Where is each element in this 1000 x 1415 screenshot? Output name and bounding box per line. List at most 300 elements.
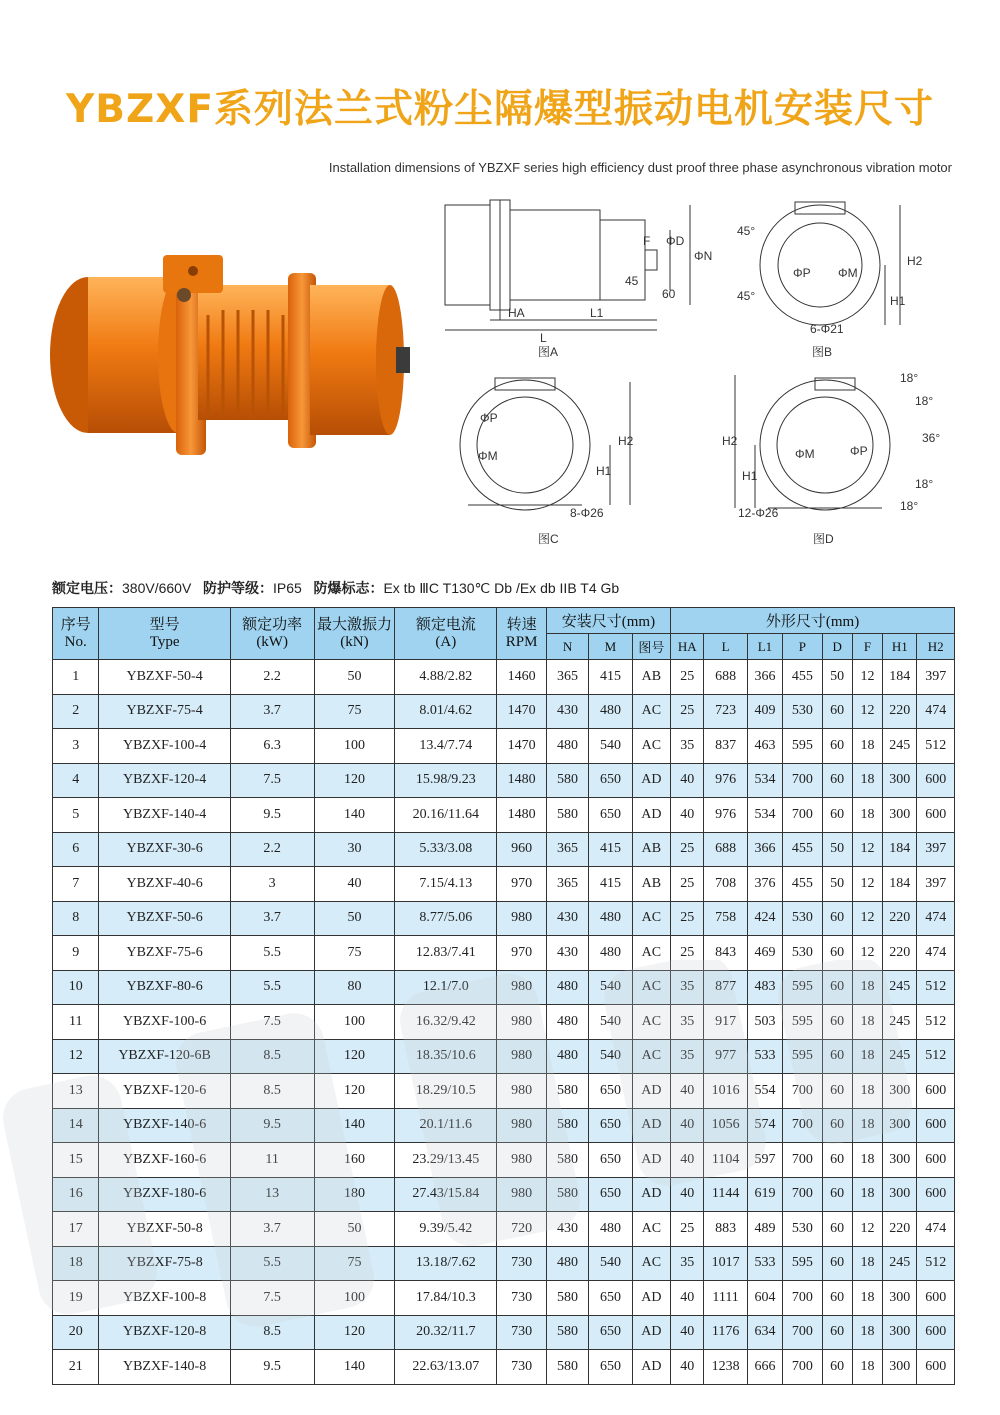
table-cell: 100 bbox=[314, 729, 395, 764]
table-cell: 480 bbox=[589, 901, 632, 936]
table-cell: AD bbox=[632, 763, 670, 798]
svg-text:36°: 36° bbox=[922, 431, 941, 445]
table-cell: 530 bbox=[783, 1212, 822, 1247]
table-cell: 960 bbox=[497, 832, 546, 867]
table-cell: 365 bbox=[546, 660, 588, 695]
table-row bbox=[53, 867, 955, 902]
header-no: 序号 No. bbox=[53, 608, 99, 660]
table-cell: 13 bbox=[230, 1177, 314, 1212]
table-row bbox=[53, 1350, 955, 1385]
table-cell: AC bbox=[632, 1005, 670, 1040]
table-cell: AC bbox=[632, 901, 670, 936]
table-cell: YBZXF-160-6 bbox=[99, 1143, 230, 1178]
table-cell: 600 bbox=[917, 1108, 955, 1143]
table-cell: 40 bbox=[671, 1350, 704, 1385]
table-cell: 597 bbox=[747, 1143, 782, 1178]
figure-a bbox=[445, 200, 712, 359]
table-cell: 730 bbox=[497, 1246, 546, 1281]
table-cell: 540 bbox=[589, 1039, 632, 1074]
table-cell: 25 bbox=[671, 694, 704, 729]
table-cell: 455 bbox=[783, 660, 822, 695]
table-cell: 480 bbox=[589, 1212, 632, 1247]
header-col-6: P bbox=[783, 634, 822, 660]
label-45: 45 bbox=[625, 274, 639, 288]
table-cell: 970 bbox=[497, 936, 546, 971]
table-cell: 50 bbox=[822, 660, 852, 695]
table-cell: 970 bbox=[497, 867, 546, 902]
table-cell: 700 bbox=[783, 1177, 822, 1212]
table-cell: YBZXF-50-8 bbox=[99, 1212, 230, 1247]
table-cell: 18 bbox=[852, 1281, 882, 1316]
header-col-7: D bbox=[822, 634, 852, 660]
table-cell: 720 bbox=[497, 1212, 546, 1247]
table-cell: 455 bbox=[783, 867, 822, 902]
table-row bbox=[53, 1281, 955, 1316]
figure-d bbox=[722, 371, 940, 546]
header-speed: 转速 RPM bbox=[497, 608, 546, 660]
table-row bbox=[53, 1315, 955, 1350]
label-f: F bbox=[643, 234, 651, 248]
table-cell: 4 bbox=[53, 763, 99, 798]
table-cell: 463 bbox=[747, 729, 782, 764]
table-cell: 980 bbox=[497, 970, 546, 1005]
table-cell: 700 bbox=[783, 1108, 822, 1143]
table-cell: 15.98/9.23 bbox=[395, 763, 497, 798]
table-cell: YBZXF-120-6B bbox=[99, 1039, 230, 1074]
table-cell: 534 bbox=[747, 798, 782, 833]
table-cell: YBZXF-100-4 bbox=[99, 729, 230, 764]
table-cell: 12 bbox=[852, 660, 882, 695]
table-cell: YBZXF-120-8 bbox=[99, 1315, 230, 1350]
table-cell: 13.18/7.62 bbox=[395, 1246, 497, 1281]
table-row bbox=[53, 1143, 955, 1178]
table-row bbox=[53, 1108, 955, 1143]
table-cell: 25 bbox=[671, 1212, 704, 1247]
table-cell: 595 bbox=[783, 1246, 822, 1281]
table-cell: 1480 bbox=[497, 763, 546, 798]
header-col-0: N bbox=[546, 634, 588, 660]
motor-photo bbox=[48, 255, 423, 465]
table-cell: 60 bbox=[822, 1143, 852, 1178]
table-cell: 9.5 bbox=[230, 1108, 314, 1143]
table-cell: 20 bbox=[53, 1315, 99, 1350]
table-cell: 580 bbox=[546, 1108, 588, 1143]
table-cell: AD bbox=[632, 1143, 670, 1178]
table-cell: 6 bbox=[53, 832, 99, 867]
table-cell: 18 bbox=[852, 1350, 882, 1385]
table-cell: 474 bbox=[917, 901, 955, 936]
table-cell: 650 bbox=[589, 1074, 632, 1109]
table-cell: 50 bbox=[822, 867, 852, 902]
table-cell: 7.5 bbox=[230, 763, 314, 798]
svg-text:H2: H2 bbox=[722, 434, 738, 448]
table-cell: 30 bbox=[314, 832, 395, 867]
table-cell: 300 bbox=[883, 1074, 917, 1109]
table-cell: 2 bbox=[53, 694, 99, 729]
table-cell: 300 bbox=[883, 1143, 917, 1178]
table-cell: 365 bbox=[546, 832, 588, 867]
table-cell: 580 bbox=[546, 1074, 588, 1109]
table-cell: 18 bbox=[852, 763, 882, 798]
table-cell: 580 bbox=[546, 1315, 588, 1350]
table-cell: 688 bbox=[704, 660, 747, 695]
table-cell: 18 bbox=[852, 798, 882, 833]
table-cell: 220 bbox=[883, 694, 917, 729]
table-cell: 40 bbox=[671, 1281, 704, 1316]
table-cell: 35 bbox=[671, 729, 704, 764]
table-cell: 20.1/11.6 bbox=[395, 1108, 497, 1143]
table-cell: 650 bbox=[589, 798, 632, 833]
svg-text:H2: H2 bbox=[907, 254, 923, 268]
table-cell: 35 bbox=[671, 970, 704, 1005]
figure-d-caption: 图D bbox=[813, 532, 834, 546]
svg-text:18°: 18° bbox=[900, 371, 919, 385]
table-cell: AD bbox=[632, 798, 670, 833]
table-cell: 1 bbox=[53, 660, 99, 695]
table-cell: 980 bbox=[497, 901, 546, 936]
table-cell: 8.5 bbox=[230, 1039, 314, 1074]
figure-c bbox=[460, 378, 634, 546]
table-cell: YBZXF-100-6 bbox=[99, 1005, 230, 1040]
table-cell: 1104 bbox=[704, 1143, 747, 1178]
table-cell: 595 bbox=[783, 1005, 822, 1040]
table-cell: 540 bbox=[589, 1005, 632, 1040]
table-cell: 540 bbox=[589, 1246, 632, 1281]
svg-text:ΦP: ΦP bbox=[793, 266, 811, 280]
table-cell: 60 bbox=[822, 1246, 852, 1281]
table-cell: 700 bbox=[783, 1315, 822, 1350]
table-row bbox=[53, 1039, 955, 1074]
table-cell: 580 bbox=[546, 763, 588, 798]
table-cell: 60 bbox=[822, 1315, 852, 1350]
table-cell: 730 bbox=[497, 1315, 546, 1350]
table-cell: AD bbox=[632, 1350, 670, 1385]
table-cell: 100 bbox=[314, 1281, 395, 1316]
table-cell: 540 bbox=[589, 729, 632, 764]
table-cell: YBZXF-75-4 bbox=[99, 694, 230, 729]
table-cell: 75 bbox=[314, 1246, 395, 1281]
table-cell: 16 bbox=[53, 1177, 99, 1212]
table-row bbox=[53, 936, 955, 971]
svg-text:ΦP: ΦP bbox=[480, 411, 498, 425]
table-cell: 18 bbox=[53, 1246, 99, 1281]
table-cell: 4.88/2.82 bbox=[395, 660, 497, 695]
table-cell: 15 bbox=[53, 1143, 99, 1178]
table-cell: 9.39/5.42 bbox=[395, 1212, 497, 1247]
table-cell: 35 bbox=[671, 1039, 704, 1074]
table-cell: 600 bbox=[917, 1177, 955, 1212]
table-cell: 12 bbox=[852, 867, 882, 902]
table-cell: 140 bbox=[314, 1108, 395, 1143]
table-cell: AC bbox=[632, 729, 670, 764]
table-cell: 980 bbox=[497, 1143, 546, 1178]
table-cell: AB bbox=[632, 832, 670, 867]
table-cell: 18 bbox=[852, 1246, 882, 1281]
table-cell: 980 bbox=[497, 1108, 546, 1143]
table-row bbox=[53, 901, 955, 936]
table-cell: 60 bbox=[822, 729, 852, 764]
table-cell: 17 bbox=[53, 1212, 99, 1247]
table-cell: 2.2 bbox=[230, 660, 314, 695]
table-cell: 489 bbox=[747, 1212, 782, 1247]
table-cell: 220 bbox=[883, 1212, 917, 1247]
table-cell: 12 bbox=[852, 1212, 882, 1247]
table-cell: 976 bbox=[704, 798, 747, 833]
table-cell: 40 bbox=[671, 1177, 704, 1212]
voltage-label: 额定电压： bbox=[52, 581, 122, 597]
table-cell: 300 bbox=[883, 1177, 917, 1212]
label-od: ΦD bbox=[666, 234, 685, 248]
table-row bbox=[53, 1005, 955, 1040]
table-cell: 25 bbox=[671, 936, 704, 971]
table-cell: 60 bbox=[822, 936, 852, 971]
table-cell: 75 bbox=[314, 694, 395, 729]
table-cell: 430 bbox=[546, 936, 588, 971]
table-cell: AD bbox=[632, 1108, 670, 1143]
table-cell: 23.29/13.45 bbox=[395, 1143, 497, 1178]
table-cell: 300 bbox=[883, 1281, 917, 1316]
table-cell: 843 bbox=[704, 936, 747, 971]
table-cell: 8.5 bbox=[230, 1315, 314, 1350]
table-cell: 1470 bbox=[497, 729, 546, 764]
table-cell: 50 bbox=[314, 1212, 395, 1247]
table-cell: 619 bbox=[747, 1177, 782, 1212]
table-cell: 708 bbox=[704, 867, 747, 902]
table-cell: 600 bbox=[917, 1143, 955, 1178]
table-cell: 634 bbox=[747, 1315, 782, 1350]
protection-label: 防护等级： bbox=[202, 581, 273, 597]
table-cell: AC bbox=[632, 1039, 670, 1074]
table-cell: 1111 bbox=[704, 1281, 747, 1316]
table-cell: AC bbox=[632, 1246, 670, 1281]
table-cell: 397 bbox=[917, 867, 955, 902]
table-cell: 160 bbox=[314, 1143, 395, 1178]
table-cell: 474 bbox=[917, 936, 955, 971]
table-cell: 688 bbox=[704, 832, 747, 867]
table-cell: 13.4/7.74 bbox=[395, 729, 497, 764]
table-cell: 60 bbox=[822, 1350, 852, 1385]
table-cell: 1238 bbox=[704, 1350, 747, 1385]
table-cell: 877 bbox=[704, 970, 747, 1005]
table-cell: AD bbox=[632, 1315, 670, 1350]
table-cell: AC bbox=[632, 1212, 670, 1247]
table-cell: 1470 bbox=[497, 694, 546, 729]
table-cell: 40 bbox=[671, 1074, 704, 1109]
figure-b-caption: 图B bbox=[812, 345, 833, 359]
table-cell: YBZXF-140-4 bbox=[99, 798, 230, 833]
table-row bbox=[53, 763, 955, 798]
table-cell: 580 bbox=[546, 1281, 588, 1316]
table-cell: 50 bbox=[822, 832, 852, 867]
table-cell: 3 bbox=[53, 729, 99, 764]
table-cell: 415 bbox=[589, 832, 632, 867]
header-current: 额定电流 (A) bbox=[395, 608, 497, 660]
table-cell: 365 bbox=[546, 867, 588, 902]
table-cell: 12.83/7.41 bbox=[395, 936, 497, 971]
table-cell: 980 bbox=[497, 1177, 546, 1212]
table-cell: 12 bbox=[852, 901, 882, 936]
table-cell: 480 bbox=[546, 1039, 588, 1074]
table-cell: 540 bbox=[589, 970, 632, 1005]
table-cell: 40 bbox=[671, 1315, 704, 1350]
label-l1: L1 bbox=[590, 306, 604, 320]
table-cell: 600 bbox=[917, 1350, 955, 1385]
table-row bbox=[53, 970, 955, 1005]
table-cell: 430 bbox=[546, 1212, 588, 1247]
table-cell: 977 bbox=[704, 1039, 747, 1074]
table-cell: 650 bbox=[589, 1177, 632, 1212]
table-cell: 184 bbox=[883, 832, 917, 867]
table-cell: 60 bbox=[822, 798, 852, 833]
table-row bbox=[53, 1177, 955, 1212]
label-60: 60 bbox=[662, 287, 676, 301]
table-cell: 60 bbox=[822, 1074, 852, 1109]
table-cell: 580 bbox=[546, 1350, 588, 1385]
table-cell: 10 bbox=[53, 970, 99, 1005]
table-cell: 60 bbox=[822, 901, 852, 936]
table-cell: 60 bbox=[822, 694, 852, 729]
table-cell: 1480 bbox=[497, 798, 546, 833]
svg-text:ΦP: ΦP bbox=[850, 444, 868, 458]
table-cell: 415 bbox=[589, 660, 632, 695]
table-cell: 700 bbox=[783, 763, 822, 798]
table-cell: 27.43/15.84 bbox=[395, 1177, 497, 1212]
table-cell: 60 bbox=[822, 970, 852, 1005]
table-cell: 650 bbox=[589, 1281, 632, 1316]
table-row bbox=[53, 694, 955, 729]
table-cell: 512 bbox=[917, 970, 955, 1005]
svg-text:H1: H1 bbox=[890, 294, 906, 308]
table-cell: 1056 bbox=[704, 1108, 747, 1143]
table-row bbox=[53, 729, 955, 764]
table-cell: 600 bbox=[917, 798, 955, 833]
table-cell: 75 bbox=[314, 936, 395, 971]
table-cell: 480 bbox=[546, 1246, 588, 1281]
table-cell: 650 bbox=[589, 763, 632, 798]
table-cell: 40 bbox=[671, 1143, 704, 1178]
table-cell: 430 bbox=[546, 694, 588, 729]
table-cell: 366 bbox=[747, 660, 782, 695]
table-cell: AC bbox=[632, 694, 670, 729]
table-cell: 220 bbox=[883, 936, 917, 971]
table-row bbox=[53, 1074, 955, 1109]
svg-text:12-Φ26: 12-Φ26 bbox=[738, 506, 779, 520]
table-cell: 980 bbox=[497, 1005, 546, 1040]
table-row bbox=[53, 832, 955, 867]
table-cell: 415 bbox=[589, 867, 632, 902]
table-cell: AB bbox=[632, 867, 670, 902]
table-cell: 7 bbox=[53, 867, 99, 902]
table-cell: 2.2 bbox=[230, 832, 314, 867]
table-cell: 8.77/5.06 bbox=[395, 901, 497, 936]
table-cell: 700 bbox=[783, 1350, 822, 1385]
table-cell: 409 bbox=[747, 694, 782, 729]
table-cell: 19 bbox=[53, 1281, 99, 1316]
table-cell: 512 bbox=[917, 1005, 955, 1040]
table-cell: 7.5 bbox=[230, 1005, 314, 1040]
table-cell: 245 bbox=[883, 1039, 917, 1074]
table-cell: 700 bbox=[783, 1281, 822, 1316]
table-cell: 18 bbox=[852, 1039, 882, 1074]
header-col-8: F bbox=[852, 634, 882, 660]
header-col-2: 图号 bbox=[632, 634, 670, 660]
table-cell: 140 bbox=[314, 798, 395, 833]
table-cell: AD bbox=[632, 1074, 670, 1109]
table-cell: 455 bbox=[783, 832, 822, 867]
table-cell: 35 bbox=[671, 1246, 704, 1281]
table-cell: 580 bbox=[546, 1143, 588, 1178]
table-cell: 480 bbox=[546, 729, 588, 764]
explosion-value: Ex tb ⅢC T130℃ Db /Ex db IIB T4 Gb bbox=[383, 580, 620, 596]
table-row bbox=[53, 660, 955, 695]
table-cell: 18 bbox=[852, 1177, 882, 1212]
table-cell: YBZXF-120-6 bbox=[99, 1074, 230, 1109]
table-cell: 300 bbox=[883, 763, 917, 798]
table-cell: 120 bbox=[314, 1315, 395, 1350]
table-cell: 600 bbox=[917, 1281, 955, 1316]
table-cell: 666 bbox=[747, 1350, 782, 1385]
header-col-9: H1 bbox=[883, 634, 917, 660]
table-cell: 9.5 bbox=[230, 1350, 314, 1385]
table-cell: 100 bbox=[314, 1005, 395, 1040]
table-cell: 184 bbox=[883, 660, 917, 695]
figure-a-caption: 图A bbox=[538, 345, 559, 359]
table-cell: 730 bbox=[497, 1350, 546, 1385]
table-cell: 980 bbox=[497, 1039, 546, 1074]
table-cell: 50 bbox=[314, 901, 395, 936]
table-cell: 9.5 bbox=[230, 798, 314, 833]
table-cell: 530 bbox=[783, 901, 822, 936]
table-cell: YBZXF-100-8 bbox=[99, 1281, 230, 1316]
table-cell: 180 bbox=[314, 1177, 395, 1212]
table-cell: 600 bbox=[917, 763, 955, 798]
table-cell: 3.7 bbox=[230, 694, 314, 729]
table-cell: 424 bbox=[747, 901, 782, 936]
table-cell: 245 bbox=[883, 970, 917, 1005]
table-cell: 14 bbox=[53, 1108, 99, 1143]
header-outline: 外形尺寸(mm) bbox=[671, 608, 955, 634]
svg-text:45°: 45° bbox=[737, 224, 756, 238]
table-cell: 980 bbox=[497, 1074, 546, 1109]
table-cell: 5.5 bbox=[230, 936, 314, 971]
table-cell: YBZXF-75-8 bbox=[99, 1246, 230, 1281]
table-cell: 20.32/11.7 bbox=[395, 1315, 497, 1350]
table-cell: 730 bbox=[497, 1281, 546, 1316]
table-cell: 300 bbox=[883, 1350, 917, 1385]
table-cell: 245 bbox=[883, 729, 917, 764]
table-cell: 5.33/3.08 bbox=[395, 832, 497, 867]
table-cell: 1144 bbox=[704, 1177, 747, 1212]
explosion-label: 防爆标志： bbox=[313, 581, 384, 597]
table-cell: YBZXF-50-6 bbox=[99, 901, 230, 936]
table-cell: 580 bbox=[546, 1177, 588, 1212]
header-power: 额定功率 (kW) bbox=[230, 608, 314, 660]
table-cell: 5.5 bbox=[230, 1246, 314, 1281]
label-l: L bbox=[540, 331, 547, 345]
table-cell: 22.63/13.07 bbox=[395, 1350, 497, 1385]
table-cell: 60 bbox=[822, 763, 852, 798]
table-cell: 530 bbox=[783, 694, 822, 729]
svg-text:ΦM: ΦM bbox=[838, 266, 858, 280]
figure-c-caption: 图C bbox=[538, 532, 559, 546]
table-cell: 60 bbox=[822, 1177, 852, 1212]
table-cell: 574 bbox=[747, 1108, 782, 1143]
table-cell: 480 bbox=[546, 1005, 588, 1040]
table-cell: 40 bbox=[671, 1108, 704, 1143]
table-cell: 480 bbox=[589, 936, 632, 971]
table-cell: 12 bbox=[852, 832, 882, 867]
table-cell: AC bbox=[632, 970, 670, 1005]
